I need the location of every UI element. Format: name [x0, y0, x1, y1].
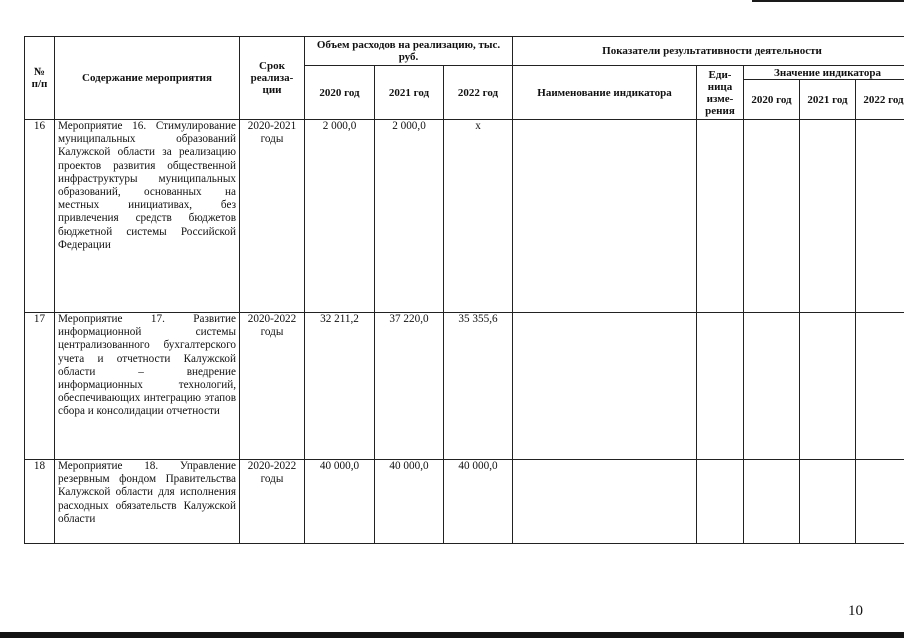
row-indicator-2022 [856, 120, 904, 313]
row-period: 2020-2022 годы [240, 460, 305, 544]
row-unit [697, 460, 744, 544]
row-content: Мероприятие 17. Развитие информационной системы централизованного бухгалтерского учета и отчетности Калужской области – внедрение информационных технологий, обеспечивающих интеграцию этапов сбора и консолидации отчетности [55, 313, 240, 460]
row-indicator-name [513, 120, 697, 313]
header-indicator-year-2022: 2022 год [856, 80, 904, 120]
header-expenses: Объем расходов на реализацию, тыс. руб. [305, 37, 513, 66]
row-value-2021: 40 000,0 [375, 460, 444, 544]
row-indicator-name [513, 460, 697, 544]
row-value-2022: 40 000,0 [444, 460, 513, 544]
table-header [25, 37, 904, 120]
row-value-2021: 2 000,0 [375, 120, 444, 313]
header-content: Содержание мероприятия [55, 37, 240, 120]
top-rule [752, 0, 904, 2]
header-unit: Еди-ница изме-рения [697, 66, 744, 120]
row-indicator-2022 [856, 460, 904, 544]
row-indicator-2021 [800, 460, 856, 544]
row-num: 18 [25, 460, 55, 544]
header-indicator-values: Значение индикатора [744, 66, 904, 80]
header-indicators: Показатели результативности деятельности [513, 37, 904, 66]
table-row [25, 120, 904, 313]
row-value-2020: 32 211,2 [305, 313, 375, 460]
header-num: № п/п [25, 37, 55, 120]
row-indicator-name [513, 313, 697, 460]
row-value-2020: 2 000,0 [305, 120, 375, 313]
row-value-2022: х [444, 120, 513, 313]
header-indicator-year-2021: 2021 год [800, 80, 856, 120]
row-indicator-2021 [800, 120, 856, 313]
row-period: 2020-2022 годы [240, 313, 305, 460]
row-indicator-2020 [744, 313, 800, 460]
page-number: 10 [848, 603, 863, 619]
row-indicator-2021 [800, 313, 856, 460]
row-indicator-2020 [744, 120, 800, 313]
row-period: 2020-2021 годы [240, 120, 305, 313]
header-indicator-name: Наименование индикатора [513, 66, 697, 120]
row-value-2020: 40 000,0 [305, 460, 375, 544]
row-unit [697, 120, 744, 313]
header-year-2020: 2020 год [305, 66, 375, 120]
table-row [25, 313, 904, 460]
row-value-2021: 37 220,0 [375, 313, 444, 460]
row-content: Мероприятие 18. Управление резервным фондом Правительства Калужской области для исполнения расходных обязательств Калужской области [55, 460, 240, 544]
table-row [25, 460, 904, 544]
row-indicator-2022 [856, 313, 904, 460]
header-year-2022: 2022 год [444, 66, 513, 120]
bottom-rule [0, 632, 904, 638]
row-num: 16 [25, 120, 55, 313]
header-year-2021: 2021 год [375, 66, 444, 120]
row-content: Мероприятие 16. Стимулирование муниципальных образований Калужской области за реализацию проектов развития общественной инфраструктуры муниципальных образований, основанных на местных инициативах, без привлечения средств бюджетов бюджетной системы Российской Федерации [55, 120, 240, 313]
row-num: 17 [25, 313, 55, 460]
row-unit [697, 313, 744, 460]
row-value-2022: 35 355,6 [444, 313, 513, 460]
header-period: Срок реализа-ции [240, 37, 305, 120]
header-indicator-year-2020: 2020 год [744, 80, 800, 120]
row-indicator-2020 [744, 460, 800, 544]
measures-table [24, 36, 904, 544]
